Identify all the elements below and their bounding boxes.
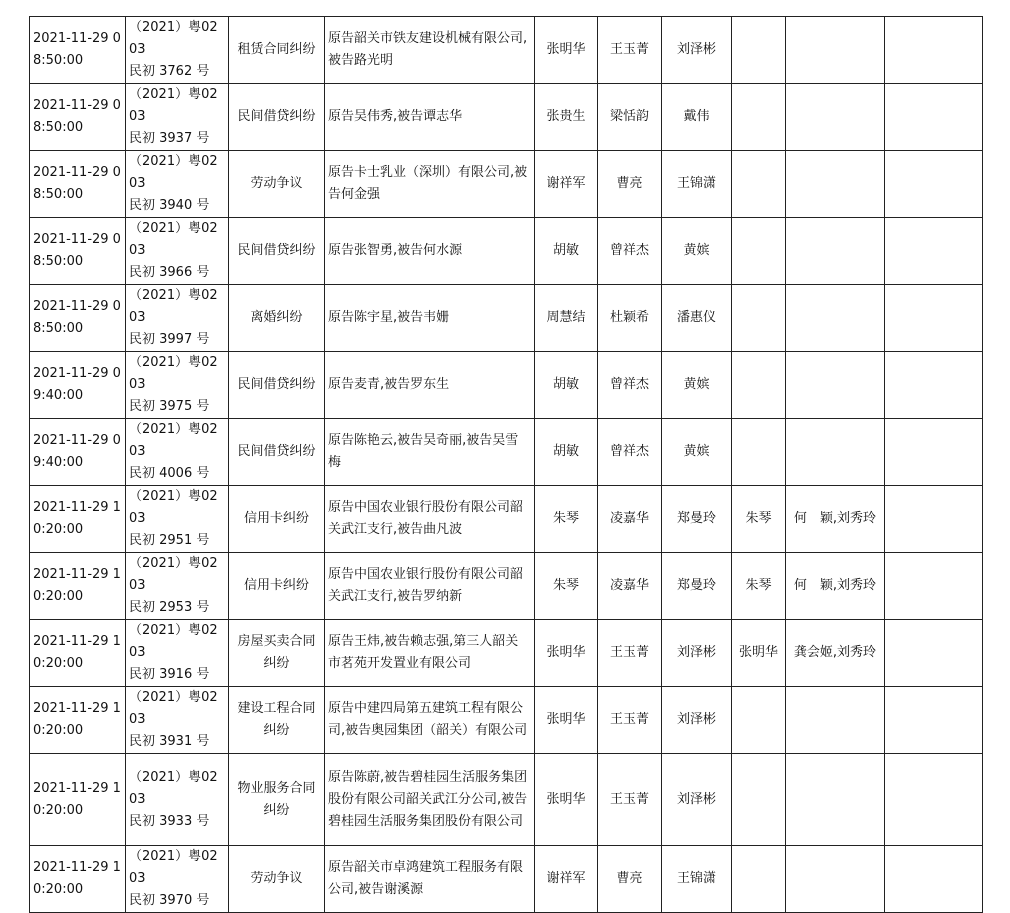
judge-cell: 曾祥杰 (598, 218, 662, 285)
hearing-time-cell: 2021-11-29 10:20:00 (30, 754, 126, 846)
parties-cell: 原告张智勇,被告何水源 (325, 218, 535, 285)
parties-cell: 原告中国农业银行股份有限公司韶关武江支行,被告罗纳新 (325, 553, 535, 620)
case-number-cell: （2021）粤0203 民初 3975 号 (126, 352, 229, 419)
case-cause-cell: 房屋买卖合同纠纷 (229, 620, 325, 687)
presiding-judge-cell: 朱琴 (535, 486, 598, 553)
assessors-cell (786, 419, 885, 486)
hearing-time-cell: 2021-11-29 10:20:00 (30, 486, 126, 553)
clerk-cell: 潘惠仪 (662, 285, 732, 352)
parties-cell: 原告麦青,被告罗东生 (325, 352, 535, 419)
assessors-cell: 龚会姬,刘秀玲 (786, 620, 885, 687)
presiding-judge-cell: 张明华 (535, 754, 598, 846)
remarks-cell (885, 687, 983, 754)
case-cause-cell: 建设工程合同纠纷 (229, 687, 325, 754)
table-row (30, 553, 983, 620)
case-cause-cell: 民间借贷纠纷 (229, 218, 325, 285)
clerk-cell: 黄嫔 (662, 218, 732, 285)
table-row (30, 620, 983, 687)
parties-cell: 原告吴伟秀,被告谭志华 (325, 84, 535, 151)
judge-cell: 曾祥杰 (598, 352, 662, 419)
case-number-cell: （2021）粤0203 民初 4006 号 (126, 419, 229, 486)
hearing-time-cell: 2021-11-29 10:20:00 (30, 620, 126, 687)
clerk-cell: 戴伟 (662, 84, 732, 151)
case-cause-cell: 租赁合同纠纷 (229, 17, 325, 84)
parties-cell: 原告陈艳云,被告吴奇丽,被告吴雪梅 (325, 419, 535, 486)
remarks-cell (885, 754, 983, 846)
case-cause-cell: 民间借贷纠纷 (229, 352, 325, 419)
assessors-cell (786, 218, 885, 285)
remarks-cell (885, 620, 983, 687)
judge-cell: 杜颖希 (598, 285, 662, 352)
presiding-judge-cell: 朱琴 (535, 553, 598, 620)
assessors-cell (786, 754, 885, 846)
extra-judge-cell (732, 84, 786, 151)
hearing-table-body (30, 17, 983, 913)
table-row (30, 285, 983, 352)
assessors-cell (786, 17, 885, 84)
extra-judge-cell: 朱琴 (732, 486, 786, 553)
table-row (30, 151, 983, 218)
remarks-cell (885, 17, 983, 84)
hearing-table (29, 16, 983, 913)
case-number-cell: （2021）粤0203 民初 3970 号 (126, 846, 229, 913)
parties-cell: 原告韶关市铁友建设机械有限公司,被告路光明 (325, 17, 535, 84)
case-number-cell: （2021）粤0203 民初 3931 号 (126, 687, 229, 754)
remarks-cell (885, 218, 983, 285)
parties-cell: 原告韶关市卓鸿建筑工程服务有限公司,被告谢溪源 (325, 846, 535, 913)
parties-cell: 原告中国农业银行股份有限公司韶关武江支行,被告曲凡波 (325, 486, 535, 553)
extra-judge-cell (732, 285, 786, 352)
case-cause-cell: 信用卡纠纷 (229, 553, 325, 620)
table-row (30, 218, 983, 285)
clerk-cell: 黄嫔 (662, 352, 732, 419)
assessors-cell (786, 285, 885, 352)
hearing-time-cell: 2021-11-29 10:20:00 (30, 687, 126, 754)
presiding-judge-cell: 周慧结 (535, 285, 598, 352)
assessors-cell: 何 颖,刘秀玲 (786, 486, 885, 553)
hearing-time-cell: 2021-11-29 08:50:00 (30, 285, 126, 352)
case-cause-cell: 信用卡纠纷 (229, 486, 325, 553)
hearing-time-cell: 2021-11-29 09:40:00 (30, 352, 126, 419)
case-number-cell: （2021）粤0203 民初 3762 号 (126, 17, 229, 84)
assessors-cell (786, 846, 885, 913)
presiding-judge-cell: 张贵生 (535, 84, 598, 151)
judge-cell: 王玉菁 (598, 620, 662, 687)
judge-cell: 梁恬韵 (598, 84, 662, 151)
table-row (30, 419, 983, 486)
assessors-cell: 何 颖,刘秀玲 (786, 553, 885, 620)
remarks-cell (885, 553, 983, 620)
clerk-cell: 黄嫔 (662, 419, 732, 486)
extra-judge-cell (732, 846, 786, 913)
judge-cell: 凌嘉华 (598, 553, 662, 620)
case-number-cell: （2021）粤0203 民初 2953 号 (126, 553, 229, 620)
hearing-time-cell: 2021-11-29 08:50:00 (30, 151, 126, 218)
presiding-judge-cell: 谢祥军 (535, 846, 598, 913)
judge-cell: 曾祥杰 (598, 419, 662, 486)
remarks-cell (885, 285, 983, 352)
presiding-judge-cell: 张明华 (535, 687, 598, 754)
table-row (30, 754, 983, 846)
table-row (30, 352, 983, 419)
case-number-cell: （2021）粤0203 民初 3933 号 (126, 754, 229, 846)
remarks-cell (885, 486, 983, 553)
hearing-time-cell: 2021-11-29 10:20:00 (30, 846, 126, 913)
table-row (30, 687, 983, 754)
case-number-cell: （2021）粤0203 民初 3940 号 (126, 151, 229, 218)
case-cause-cell: 劳动争议 (229, 846, 325, 913)
remarks-cell (885, 352, 983, 419)
assessors-cell (786, 352, 885, 419)
assessors-cell (786, 151, 885, 218)
remarks-cell (885, 846, 983, 913)
extra-judge-cell (732, 352, 786, 419)
clerk-cell: 王锦潇 (662, 846, 732, 913)
clerk-cell: 王锦潇 (662, 151, 732, 218)
remarks-cell (885, 419, 983, 486)
judge-cell: 王玉菁 (598, 17, 662, 84)
case-number-cell: （2021）粤0203 民初 3916 号 (126, 620, 229, 687)
case-cause-cell: 离婚纠纷 (229, 285, 325, 352)
extra-judge-cell: 朱琴 (732, 553, 786, 620)
remarks-cell (885, 151, 983, 218)
judge-cell: 王玉菁 (598, 687, 662, 754)
presiding-judge-cell: 胡敏 (535, 419, 598, 486)
judge-cell: 凌嘉华 (598, 486, 662, 553)
parties-cell: 原告陈蔚,被告碧桂园生活服务集团股份有限公司韶关武江分公司,被告碧桂园生活服务集团股份有限公司 (325, 754, 535, 846)
case-number-cell: （2021）粤0203 民初 3937 号 (126, 84, 229, 151)
extra-judge-cell (732, 218, 786, 285)
parties-cell: 原告中建四局第五建筑工程有限公司,被告奥园集团（韶关）有限公司 (325, 687, 535, 754)
presiding-judge-cell: 张明华 (535, 17, 598, 84)
remarks-cell (885, 84, 983, 151)
table-row (30, 17, 983, 84)
hearing-time-cell: 2021-11-29 08:50:00 (30, 17, 126, 84)
hearing-time-cell: 2021-11-29 09:40:00 (30, 419, 126, 486)
presiding-judge-cell: 张明华 (535, 620, 598, 687)
presiding-judge-cell: 谢祥军 (535, 151, 598, 218)
hearing-time-cell: 2021-11-29 08:50:00 (30, 84, 126, 151)
case-cause-cell: 物业服务合同纠纷 (229, 754, 325, 846)
clerk-cell: 刘泽彬 (662, 17, 732, 84)
parties-cell: 原告卡士乳业（深圳）有限公司,被告何金强 (325, 151, 535, 218)
clerk-cell: 刘泽彬 (662, 754, 732, 846)
judge-cell: 王玉菁 (598, 754, 662, 846)
presiding-judge-cell: 胡敏 (535, 218, 598, 285)
parties-cell: 原告陈宇星,被告韦姗 (325, 285, 535, 352)
clerk-cell: 郑曼玲 (662, 486, 732, 553)
judge-cell: 曹亮 (598, 846, 662, 913)
extra-judge-cell: 张明华 (732, 620, 786, 687)
extra-judge-cell (732, 687, 786, 754)
case-cause-cell: 民间借贷纠纷 (229, 419, 325, 486)
hearing-schedule (29, 16, 983, 913)
case-number-cell: （2021）粤0203 民初 2951 号 (126, 486, 229, 553)
case-cause-cell: 劳动争议 (229, 151, 325, 218)
presiding-judge-cell: 胡敏 (535, 352, 598, 419)
hearing-time-cell: 2021-11-29 08:50:00 (30, 218, 126, 285)
case-number-cell: （2021）粤0203 民初 3997 号 (126, 285, 229, 352)
clerk-cell: 郑曼玲 (662, 553, 732, 620)
extra-judge-cell (732, 151, 786, 218)
clerk-cell: 刘泽彬 (662, 687, 732, 754)
case-number-cell: （2021）粤0203 民初 3966 号 (126, 218, 229, 285)
clerk-cell: 刘泽彬 (662, 620, 732, 687)
extra-judge-cell (732, 419, 786, 486)
assessors-cell (786, 687, 885, 754)
table-row (30, 486, 983, 553)
hearing-time-cell: 2021-11-29 10:20:00 (30, 553, 126, 620)
case-cause-cell: 民间借贷纠纷 (229, 84, 325, 151)
parties-cell: 原告王炜,被告赖志强,第三人韶关市茗苑开发置业有限公司 (325, 620, 535, 687)
assessors-cell (786, 84, 885, 151)
judge-cell: 曹亮 (598, 151, 662, 218)
table-row (30, 84, 983, 151)
extra-judge-cell (732, 17, 786, 84)
extra-judge-cell (732, 754, 786, 846)
table-row (30, 846, 983, 913)
